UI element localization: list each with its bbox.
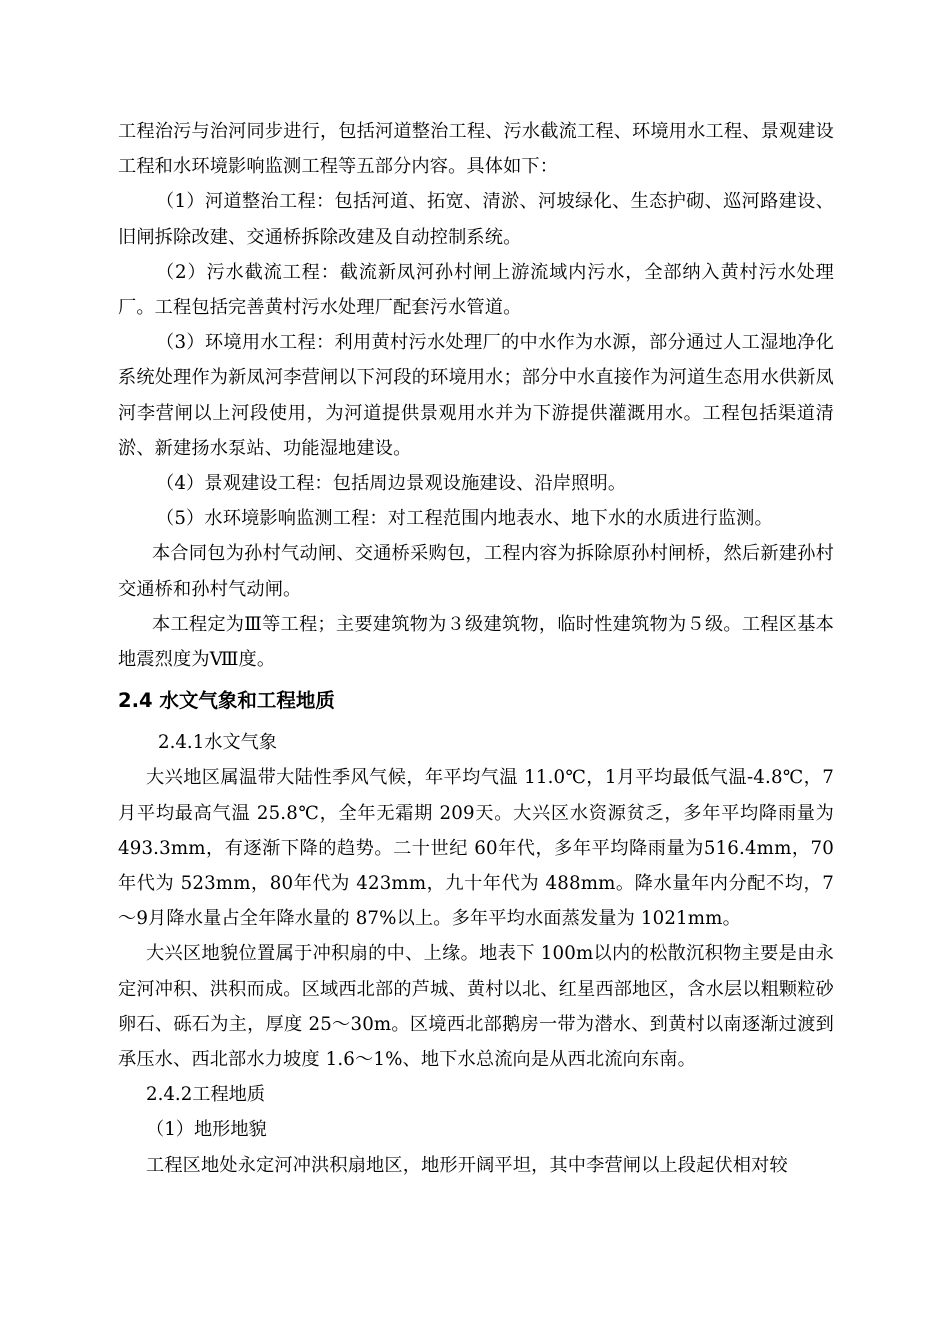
item-landscape: （4）景观建设工程：包括周边景观设施建设、沿岸照明。 xyxy=(156,473,627,495)
item-monitoring: （5）水环境影响监测工程：对工程范围内地表水、地下水的水质进行监测。 xyxy=(156,508,773,530)
item-river-regulation: （1）河道整治工程：包括河道、拓宽、清淤、河坡绿化、生态护砌、巡河路建设、旧闸拆除改建、交通桥拆除改建及自动控制系统。 xyxy=(118,191,834,248)
contract-paragraph: 本合同包为孙村气动闸、交通桥采购包，工程内容为拆除原孙村闸桥，然后新建孙村交通桥和孙村气动闸。 xyxy=(118,543,834,600)
sub-item-terrain: （1）地形地貌 xyxy=(146,1119,267,1141)
terrain-paragraph: 工程区地处永定河冲洪积扇地区，地形开阔平坦，其中李营闸以上段起伏相对较 xyxy=(146,1154,788,1176)
subsection-heading-hydrology: 2.4.1水文气象 xyxy=(158,732,278,754)
intro-paragraph: 工程治污与治河同步进行，包括河道整治工程、污水截流工程、环境用水工程、景观建设工程和水环境影响监测工程等五部分内容。具体如下： xyxy=(118,121,834,178)
section-heading: 2.4 水文气象和工程地质 xyxy=(118,689,335,713)
climate-paragraph: 大兴地区属温带大陆性季风气候，年平均气温 11.0℃，1月平均最低气温-4.8℃，7月平均最高气温 25.8℃，全年无霜期 209天。大兴区水资源贫乏，多年平均降雨量为 493.3mm，有逐渐下降的趋势。二十世纪 60年代，多年平均降雨量为516.4mm，70年代为 523mm，80年代为 423mm，九十年代为 488mm。降水量年内分配不均，7～9月降水量占全年降水量的 87%以上。多年平均水面蒸发量为 1021mm。 xyxy=(118,767,834,930)
item-environmental-water: （3）环境用水工程：利用黄村污水处理厂的中水作为水源，部分通过人工湿地净化系统处理作为新凤河李营闸以下河段的环境用水；部分中水直接作为河道生态用水供新凤河李营闸以上河段使用，为河道提供景观用水并为下游提供灌溉用水。工程包括渠道清淤、新建扬水泵站、功能湿地建设。 xyxy=(118,332,834,459)
landform-paragraph: 大兴区地貌位置属于冲积扇的中、上缘。地表下 100m以内的松散沉积物主要是由永定河冲积、洪积而成。区域西北部的芦城、黄村以北、红星西部地区，含水层以粗颗粒砂卵石、砾石为主，厚度 25～30m。区境西北部鹅房一带为潜水、到黄村以南逐渐过渡到承压水、西北部水力坡度 1.6～1%、地下水总流向是从西北流向东南。 xyxy=(118,943,834,1071)
grade-paragraph: 本工程定为Ⅲ等工程；主要建筑物为３级建筑物，临时性建筑物为５级。工程区基本地震烈度为Ⅷ度。 xyxy=(118,613,834,671)
subsection-heading-geology: 2.4.2工程地质 xyxy=(146,1084,266,1106)
document-page xyxy=(118,114,834,1183)
item-sewage-interception: （2）污水截流工程：截流新凤河孙村闸上游流域内污水，全部纳入黄村污水处理厂。工程包括完善黄村污水处理厂配套污水管道。 xyxy=(118,261,834,319)
